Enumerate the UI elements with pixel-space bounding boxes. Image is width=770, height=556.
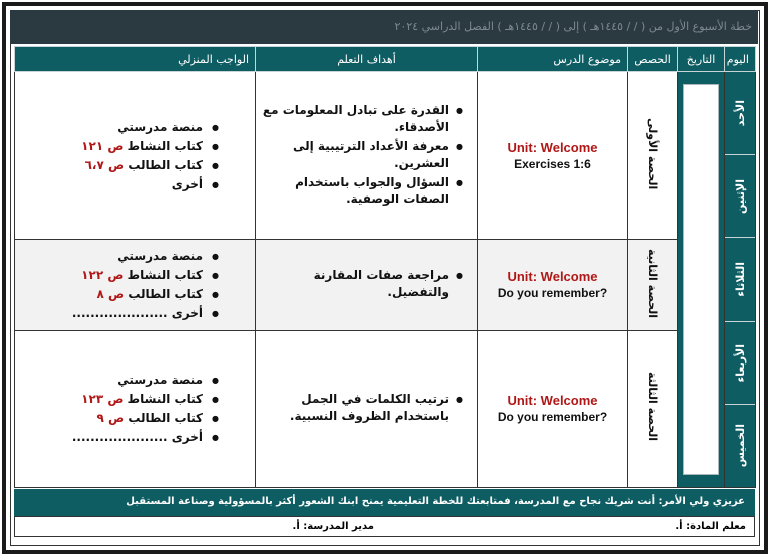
weekly-plan-table — [14, 46, 756, 488]
table-header-row — [15, 47, 756, 72]
table-row — [15, 330, 756, 487]
column-header-date: التاريخ — [678, 47, 725, 72]
homework-item: ● أخرى ..................... — [19, 304, 219, 323]
homework-item: ● كتاب الطالب ص ٦،٧ — [19, 156, 219, 175]
homework-item: ● كتاب النشاط ص ١٢٢ — [19, 266, 219, 285]
homework-item: ● أخرى — [19, 175, 219, 194]
column-header-period: الحصص — [628, 47, 678, 72]
table-row — [15, 240, 756, 330]
title-strip — [10, 10, 758, 44]
topic-cell-1 — [478, 72, 628, 240]
topic-unit: Unit: Welcome — [507, 140, 598, 156]
goals-cell-1 — [256, 72, 478, 240]
principal-signature: مدير المدرسة: أ. — [292, 521, 374, 532]
column-header-topic: موضوع الدرس — [478, 47, 628, 72]
column-header-homework: الواجب المنزلي — [15, 47, 256, 72]
topic-cell-2 — [478, 240, 628, 330]
parent-message-bar: عزيزي ولي الأمر: أنت شريك نجاح مع المدرسة، فمتابعتك للخطة التعليمية يمنح ابنك الشعور أكثر بالمسؤولية وصناعة المستقبل — [14, 489, 755, 516]
topic-unit: Unit: Welcome — [507, 269, 598, 285]
homework-item: ● كتاب النشاط ص ١٢٣ — [19, 390, 219, 409]
column-header-day: اليوم — [725, 47, 756, 72]
column-header-goals: أهداف التعلم — [256, 47, 478, 72]
date-field[interactable] — [683, 84, 719, 475]
period-cell-1: الحصة الأولى — [628, 72, 678, 240]
goal-item: ● ترتيب الكلمات في الجمل باستخدام الظروف النسبية. — [260, 391, 463, 425]
date-column — [678, 72, 725, 488]
page-title: خطة الأسبوع الأول من ( / / ١٤٤٥هـ ) إلى ( / / ١٤٤٥هـ ) الفصل الدراسي ٢٠٢٤ — [394, 20, 752, 33]
homework-item: ● كتاب النشاط ص ١٢١ — [19, 137, 219, 156]
goal-item: ● معرفة الأعداد الترتيبية إلى العشرين. — [260, 138, 463, 172]
period-cell-3: الحصة الثالثة — [628, 330, 678, 487]
table-row — [15, 72, 756, 240]
day-monday: الإثنين — [725, 155, 755, 238]
days-column — [725, 72, 756, 488]
topic-sub: Do you remember? — [497, 286, 608, 301]
homework-item: ● منصة مدرستي — [19, 247, 219, 266]
goal-item: ● السؤال والجواب باستخدام الصفات الوصفية. — [260, 174, 463, 208]
goals-cell-3 — [256, 330, 478, 487]
day-wednesday: الأربعاء — [725, 322, 755, 405]
homework-item: ● كتاب الطالب ص ٨ — [19, 285, 219, 304]
day-thursday: الخميس — [733, 424, 747, 468]
topic-sub: Do you remember? — [497, 410, 608, 425]
topic-sub: Exercises 1:6 — [514, 157, 591, 172]
period-cell-2: الحصة الثانية — [628, 240, 678, 330]
homework-item: ● منصة مدرستي — [19, 371, 219, 390]
homework-cell-2 — [15, 240, 256, 330]
topic-cell-3 — [478, 330, 628, 487]
homework-cell-1 — [15, 72, 256, 240]
homework-cell-3 — [15, 330, 256, 487]
homework-item: ● أخرى ..................... — [19, 428, 219, 447]
signature-row — [14, 516, 755, 537]
day-sunday: الأحد — [725, 72, 755, 155]
teacher-signature: معلم المادة: أ. — [675, 521, 746, 532]
topic-unit: Unit: Welcome — [507, 393, 598, 409]
homework-item: ● كتاب الطالب ص ٩ — [19, 409, 219, 428]
goals-cell-2 — [256, 240, 478, 330]
goal-item: ● مراجعة صفات المقارنة والتفضيل. — [260, 267, 463, 301]
goal-item: ● القدرة على تبادل المعلومات مع الأصدقاء. — [260, 102, 463, 136]
homework-item: ● منصة مدرستي — [19, 118, 219, 137]
day-tuesday: الثلاثاء — [725, 238, 755, 321]
